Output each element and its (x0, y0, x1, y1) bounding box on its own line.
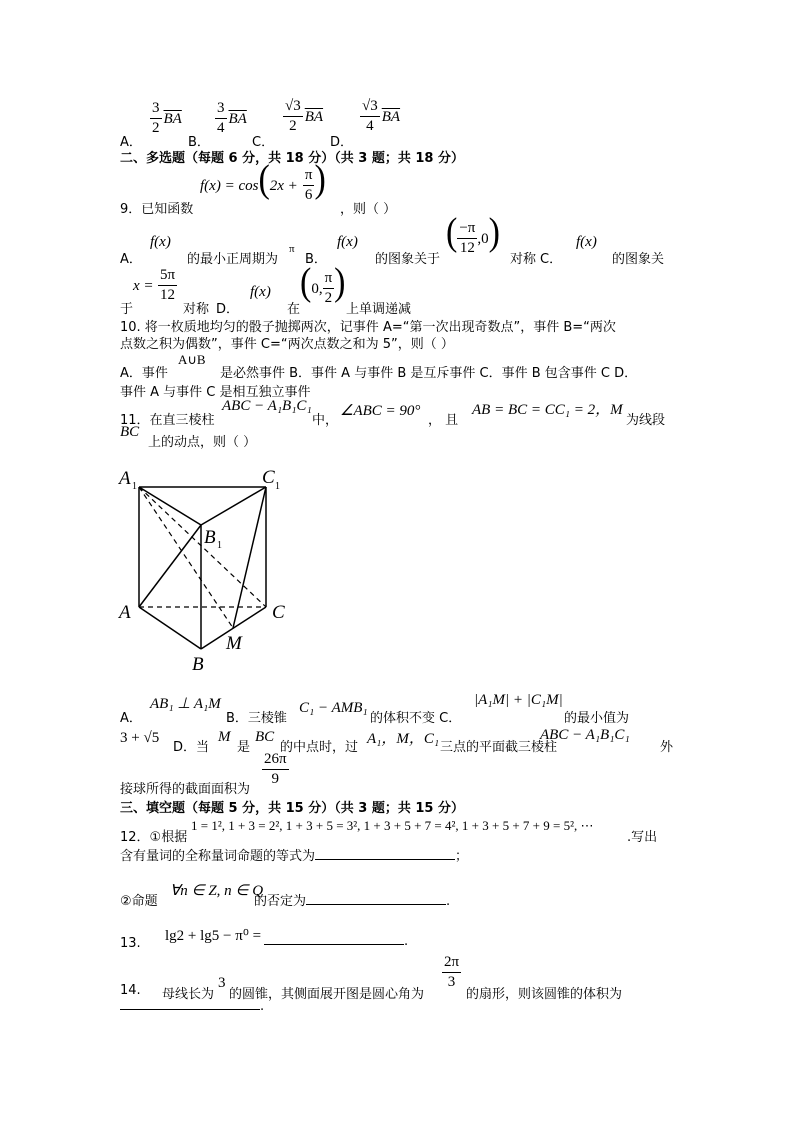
q9-fx: f(x) (250, 284, 271, 300)
q10-options-text: 是必然事件 B．事件 A 与事件 B 是互斥事件 C．事件 B 包含事件 C D． (220, 366, 638, 381)
q11-option-b-math: C₁ − AMB₁ (299, 700, 368, 716)
q11-qie: ， 且 (428, 413, 459, 428)
q8-option-d-label: D． (330, 135, 354, 150)
label-c: C (272, 602, 285, 623)
q10-stem-line2: 点数之积为偶数”，事件 C=“两次点数之和为 5”，则（ ） (120, 337, 454, 352)
q9-fx: f(x) (150, 234, 171, 250)
q14-text2: 的圆锥，其侧面展开图是圆心角为 (229, 987, 425, 1002)
q9-option-c-yu: 于 (120, 302, 134, 317)
q13-answer: . (264, 934, 408, 949)
label-a: A (119, 602, 131, 623)
q9-option-b-point: ( $\frac{-\pi}{12}$ ,0) (446, 211, 500, 256)
label-b1: B (204, 527, 216, 548)
q11-stem-rest: 上的动点，则（ ） (148, 435, 257, 450)
q11-option-d-shi: 是 (237, 740, 251, 755)
q9-option-c-text: 的图象关 (612, 252, 665, 267)
q12-answer-blank-2[interactable] (306, 904, 446, 905)
q9-option-c-x: x = (133, 278, 154, 294)
q11-option-a-math: AB₁ ⊥ A₁M (150, 696, 221, 712)
label-c1: C (262, 467, 275, 488)
q11-option-d-wai: 外 (660, 740, 674, 755)
q9-option-d-zai: 在 (287, 302, 301, 317)
q11-option-d-prism: ABC − A₁B₁C₁ (540, 727, 630, 743)
q11-option-c-math: |A₁M| + |C₁M| (474, 692, 563, 708)
q8-option-c-value: $\frac{√3}{2}$ $\overline{BA}$ (285, 98, 324, 134)
q13-math: lg2 + lg5 − π⁰ = (165, 928, 262, 944)
q12-answer-blank-1[interactable] (315, 859, 455, 860)
q11-option-d-text2: 三点的平面截三棱柱 (440, 740, 558, 755)
q12-line3-prefix: ②命题 (120, 894, 158, 909)
q9-fx: f(x) (337, 234, 358, 250)
label-c1-sub: 1 (275, 481, 280, 492)
q14-number: 14. (120, 983, 141, 998)
section-heading-fill-in: 三、填空题（每题 5 分，共 15 分）（共 3 题；共 15 分） (120, 801, 464, 816)
q11-angle: ∠ABC = 90° (340, 403, 421, 419)
q14-text1: 母线长为 (162, 987, 215, 1002)
q8-option-a-value: $\frac{3}{2}$ $\overline{BA}$ (152, 100, 182, 136)
q11-option-c-value: 3 + √5 (120, 730, 160, 746)
q14-angle-value: $\frac{2\pi}{3}$ (444, 954, 460, 990)
q11-option-d-label: D．当 (173, 740, 210, 755)
q10-option-a-label: A．事件 (120, 366, 168, 381)
segment-a1-c-hidden (139, 487, 266, 607)
q9-option-d-label: D． (216, 302, 240, 317)
q11-stem-prefix: 11．在直三棱柱 (120, 413, 215, 428)
q9-option-d-interval: (0, $\frac{\pi}{2}$ ) (300, 261, 346, 306)
q9-option-b-sym: 对称 (510, 252, 537, 267)
q9-pi: π (289, 243, 295, 255)
q8-option-c-label: C． (252, 135, 275, 150)
label-b: B (192, 654, 204, 675)
q9-option-c-sym: 对称 (183, 302, 210, 317)
edge-a1-b1 (139, 487, 201, 525)
q9-option-a-text: 的最小正周期为 (187, 252, 279, 267)
q11-bc: BC (120, 424, 140, 440)
q14-answer: . (120, 999, 264, 1014)
q10-option-a-math: A∪B (178, 352, 206, 367)
q9-option-b-text: 的图象关于 (375, 252, 441, 267)
q9-option-c-label: C． (540, 252, 563, 267)
q12-line3-math: ∀n ∈ Z, n ∈ Q (170, 883, 264, 899)
q11-option-d-text1: 的中点时，过 (280, 740, 359, 755)
q10-option-d-text: 事件 A 与事件 C 是相互独立事件 (120, 385, 311, 400)
q9-option-d-text: 上单调递减 (346, 302, 412, 317)
q11-option-b-text: 的体积不变 C． (370, 711, 462, 726)
q11-wei: 为线段 (626, 413, 666, 428)
q12-tail: .写出 (627, 830, 658, 845)
label-a1-sub: 1 (132, 481, 137, 492)
q11-option-d-line2: 接球所得的截面面积为 (120, 782, 251, 797)
section-heading-multiple-choice: 二、多选题（每题 6 分，共 18 分）（共 3 题；共 18 分） (120, 151, 464, 166)
q11-option-d-points: A₁，M，C₁ (367, 731, 440, 747)
q12-prefix: 12．①根据 (120, 830, 188, 845)
edge-a-b (139, 607, 201, 649)
q12-line2: 含有量词的全称量词命题的等式为 ； (120, 849, 469, 864)
q11-zhong: 中， (312, 413, 339, 428)
q9-stem-then: ，则（ ） (340, 202, 397, 217)
q8-option-b-value: $\frac{3}{4}$ $\overline{BA}$ (217, 100, 247, 136)
q8-option-b-label: B． (188, 135, 210, 150)
edge-b1-c1 (201, 487, 266, 525)
q11-option-c-text: 的最小值为 (564, 711, 630, 726)
q12-sequence: 1 = 1², 1 + 3 = 2², 1 + 3 + 5 = 3², 1 + 3 + 5 + 7 = 4², 1 + 3 + 5 + 7 + 9 = 5², ⋯ (191, 818, 594, 833)
q9-fx: f(x) (576, 234, 597, 250)
q9-option-c-value: $\frac{5\pi}{12}$ (160, 267, 176, 303)
q13-number: 13. (120, 936, 141, 951)
q14-answer-blank[interactable] (120, 1009, 260, 1010)
q9-function-definition: f(x) = cos(2x + $\frac{\pi}{6}$ ) (200, 158, 326, 203)
q9-option-b-label: B． (305, 252, 327, 267)
label-b1-sub: 1 (217, 540, 222, 551)
q9-option-a-label: A． (120, 252, 142, 267)
q11-prism: ABC − A₁B₁C₁ (222, 398, 312, 414)
q11-option-d-m: M (218, 729, 231, 745)
q14-text3: 的扇形，则该圆锥的体积为 (466, 987, 623, 1002)
q11-option-a-label: A． (120, 711, 142, 726)
q10-stem-line1: 10. 将一枚质地均匀的骰子抛掷两次，记事件 A=“第一次出现奇数点”，事件 B=“两次 (120, 320, 616, 335)
q11-option-b-label: B．三棱锥 (226, 711, 287, 726)
q11-equal-lengths: AB = BC = CC₁ = 2，M (472, 402, 623, 418)
q11-option-d-value: $\frac{26\pi}{9}$ (264, 751, 287, 787)
q8-option-a-label: A． (120, 135, 142, 150)
q9-stem: 9．已知函数 (120, 202, 194, 217)
label-m: M (226, 633, 242, 654)
q8-option-d-value: $\frac{√3}{4}$ $\overline{BA}$ (362, 98, 401, 134)
q14-three: 3 (218, 975, 226, 991)
q13-answer-blank[interactable] (264, 944, 404, 945)
q12-line3: 的否定为 . (254, 894, 451, 909)
prism-figure (115, 460, 305, 675)
label-a1: A (119, 468, 131, 489)
q11-option-d-bc: BC (255, 729, 275, 745)
